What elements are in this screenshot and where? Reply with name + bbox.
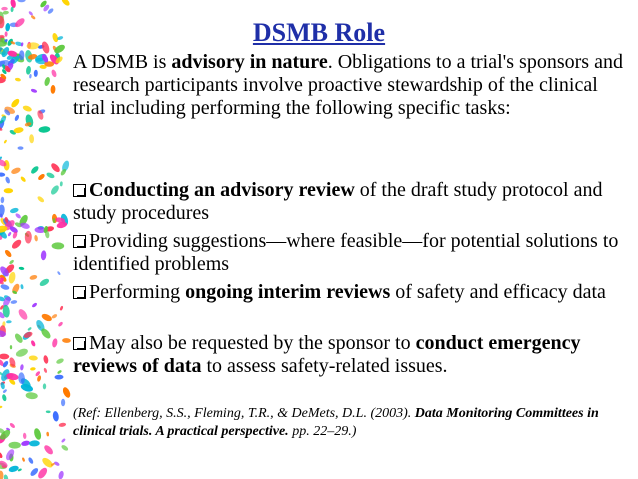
confetti-dot (52, 242, 65, 249)
confetti-dot (29, 134, 34, 143)
confetti-dot (0, 405, 3, 408)
confetti-dot (41, 456, 55, 469)
confetti-dot (9, 207, 19, 214)
confetti-dot (43, 355, 49, 364)
confetti-dot (38, 126, 50, 134)
confetti-dot (9, 442, 21, 449)
confetti-dot (43, 383, 47, 389)
confetti-border-decoration (0, 0, 75, 479)
confetti-dot (4, 448, 16, 462)
confetti-dot (28, 11, 34, 17)
slide-title: DSMB Role (252, 18, 386, 47)
confetti-dot (1, 394, 7, 402)
confetti-dot (59, 305, 63, 310)
confetti-dot (37, 173, 46, 181)
confetti-dot (22, 104, 33, 112)
confetti-dot (60, 181, 63, 186)
confetti-dot (3, 139, 7, 144)
confetti-dot (20, 284, 24, 289)
confetti-dot (61, 386, 71, 399)
confetti-dot (29, 74, 32, 79)
confetti-dot (15, 347, 29, 358)
confetti-dot (29, 440, 40, 447)
confetti-dot (51, 69, 58, 78)
confetti-dot (55, 357, 64, 364)
confetti-dot (10, 238, 22, 250)
confetti-dot (0, 172, 5, 176)
confetti-dot (44, 76, 51, 86)
confetti-dot (41, 312, 54, 322)
confetti-dot (3, 474, 9, 479)
confetti-dot (0, 451, 3, 459)
confetti-dot (31, 302, 38, 308)
confetti-dot (46, 410, 51, 413)
confetti-dot (36, 466, 49, 479)
checkbox-bullet-icon (73, 184, 86, 197)
reference-citation: (Ref: Ellenberg, S.S., Fleming, T.R., & DeMets, D.L. (2003). Data Monitoring Committees in clinical trials. A practical perspective. pp. 22–29.) (73, 406, 599, 439)
confetti-dot (30, 165, 40, 175)
confetti-dot (2, 389, 7, 394)
task-item-advisory-review: Conducting an advisory review of the draft study protocol and study procedures (73, 179, 603, 224)
confetti-dot (60, 444, 69, 452)
confetti-dot (17, 146, 23, 150)
confetti-dot (33, 427, 42, 440)
confetti-dot (27, 457, 34, 465)
confetti-dot (4, 249, 13, 258)
task-item-interim-reviews: Performing ongoing interim reviews of safety and efficacy data (73, 281, 633, 304)
confetti-dot (58, 422, 66, 427)
confetti-dot (46, 432, 49, 437)
confetti-dot (17, 0, 25, 2)
confetti-dot (14, 114, 20, 121)
checkbox-bullet-icon (73, 337, 86, 350)
confetti-dot (51, 338, 58, 348)
confetti-dot (10, 97, 21, 108)
confetti-dot (29, 467, 39, 478)
confetti-dot (43, 444, 55, 456)
confetti-dot (61, 438, 66, 443)
confetti-dot (23, 433, 27, 439)
confetti-dot (57, 271, 61, 276)
confetti-dot (41, 250, 47, 260)
confetti-dot (26, 66, 32, 75)
confetti-dot (9, 259, 15, 265)
confetti-dot (10, 345, 12, 349)
confetti-dot (10, 166, 21, 175)
confetti-dot (57, 321, 63, 327)
confetti-dot (30, 367, 36, 371)
confetti-dot (29, 355, 38, 361)
confetti-dot (13, 332, 24, 344)
task-item-suggestions: Providing suggestions—where feasible—for potential solutions to identified problems (73, 230, 619, 275)
confetti-dot (0, 197, 4, 204)
confetti-dot (29, 274, 38, 280)
confetti-dot (54, 375, 63, 380)
confetti-dot (22, 457, 26, 462)
confetti-dot (20, 364, 24, 371)
confetti-dot (2, 10, 9, 14)
confetti-dot (19, 50, 24, 60)
confetti-dot (51, 313, 58, 319)
confetti-dot (30, 88, 37, 93)
confetti-dot (8, 465, 20, 474)
confetti-dot (6, 320, 12, 323)
confetti-dot (27, 327, 32, 332)
confetti-dot (1, 7, 8, 11)
confetti-dot (9, 422, 16, 429)
confetti-dot (4, 188, 13, 193)
confetti-dot (46, 172, 56, 180)
confetti-dot (57, 370, 62, 375)
confetti-dot (0, 204, 6, 218)
confetti-dot (0, 283, 10, 290)
confetti-dot (60, 0, 71, 7)
confetti-dot (25, 231, 32, 244)
task-item-emergency-reviews: May also be requested by the sponsor to conduct emergency reviews of data to assess safety-related issues. (73, 332, 581, 377)
confetti-dot (30, 340, 36, 347)
confetti-dot (0, 470, 4, 479)
confetti-dot (0, 353, 9, 359)
checkbox-bullet-icon (73, 235, 86, 248)
confetti-dot (49, 184, 60, 196)
confetti-dot (10, 300, 17, 305)
confetti-dot (25, 392, 38, 400)
confetti-dot (37, 375, 42, 382)
confetti-dot (7, 231, 12, 236)
confetti-dot (36, 195, 45, 203)
confetti-dot (8, 271, 17, 284)
confetti-dot (15, 212, 22, 219)
confetti-dot (10, 0, 17, 8)
confetti-dot (17, 308, 29, 322)
confetti-dot (15, 77, 22, 82)
confetti-dot (34, 235, 38, 242)
confetti-dot (20, 176, 27, 183)
confetti-dot (52, 411, 59, 422)
intro-paragraph: A DSMB is advisory in nature. Obligations to a trial's sponsors and research participants involve proactive stewardship of the clinical trial including performing the following specific tasks: (73, 51, 623, 119)
checkbox-bullet-icon (73, 286, 86, 299)
confetti-dot (61, 399, 65, 407)
confetti-dot (39, 277, 51, 287)
confetti-dot (58, 470, 65, 479)
confetti-dot (34, 70, 38, 77)
confetti-dot (50, 85, 55, 94)
confetti-dot (50, 162, 62, 174)
confetti-dot (18, 266, 24, 270)
confetti-dot (62, 338, 71, 343)
confetti-dot (5, 176, 11, 184)
confetti-dot (43, 367, 47, 373)
